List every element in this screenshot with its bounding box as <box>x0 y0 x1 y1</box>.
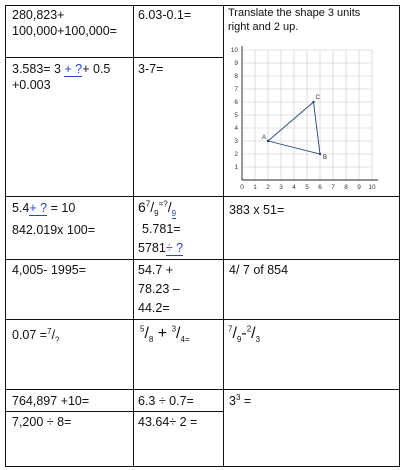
add-frac-n2: 3 <box>171 324 177 334</box>
y-tick-label: 9 <box>234 60 238 67</box>
translate-instruction-line2: right and 2 up. <box>228 21 299 33</box>
vertex-point <box>312 101 314 103</box>
row-divider-6a <box>5 411 224 412</box>
x-tick-label: 0 <box>240 184 244 191</box>
problem-subtract-fractions: $^7/_9-^2/_3$ <box>228 324 261 345</box>
y-tick-label: 8 <box>234 73 238 80</box>
problem-fraction-of-amount: 4/ 7 of 854 <box>229 263 289 277</box>
y-tick-label: 7 <box>234 86 238 93</box>
cube-tail: = <box>240 394 252 408</box>
problem-add-fractions: $^5/_8 + ^3/_{4=}$ <box>140 324 190 345</box>
problem-mixed-ops-line3: 44.2= <box>138 301 170 315</box>
sub-frac-n2: 2 <box>246 324 252 334</box>
add-frac-n1: 5 <box>140 324 145 334</box>
table-border-bottom <box>5 466 400 467</box>
problem-cube <box>229 394 251 409</box>
mixed-eq: = <box>158 199 164 209</box>
coordinate-grid <box>226 38 400 192</box>
problem-missing-addend <box>12 201 75 216</box>
missing-addend-pre: 5.4 <box>12 201 30 215</box>
sub-frac-d2: 3 <box>255 335 261 345</box>
missing-addend-tail: = 10 <box>47 201 76 215</box>
problem-decimal-to-fraction: $0.07 =^7/_?$ <box>12 326 60 345</box>
y-tick-label: 4 <box>234 125 238 132</box>
add-frac-d1: 8 <box>148 335 154 345</box>
problem-mixed-to-improper: $6^7/_9^{=?}/_9$ <box>138 199 177 218</box>
x-tick-label: 8 <box>344 184 348 191</box>
y-tick-label: 6 <box>234 99 238 106</box>
dec-frac-num: 7 <box>47 326 52 336</box>
problem-decimal-subtract: 6.03-0.1= <box>138 8 192 22</box>
mixed-num: 7 <box>145 199 151 209</box>
vertex-point <box>267 140 269 142</box>
problem-add-large-line2: 100,000+100,000= <box>12 24 117 38</box>
problem-place-value <box>12 62 110 77</box>
y-tick-label: 2 <box>234 151 238 158</box>
row-divider-3 <box>5 259 400 260</box>
y-tick-label: 10 <box>230 47 238 54</box>
cube-exp: 3 <box>235 392 241 402</box>
vertex-label: B <box>323 155 328 161</box>
divide-decimal-blank: ÷ ? <box>165 241 184 255</box>
problem-mixed-ops-line1: 54.7 + <box>138 263 174 277</box>
x-tick-label: 4 <box>292 184 296 191</box>
problem-multiply-100: 842.019x 100= <box>12 223 96 237</box>
translate-instruction-line1: Translate the shape 3 units <box>228 7 361 19</box>
vertex-point <box>319 153 321 155</box>
problem-subtract-whole: 4,005- 1995= <box>12 263 87 277</box>
problem-place-value-line2: +0.003 <box>12 78 51 92</box>
x-tick-label: 1 <box>253 184 257 191</box>
sub-frac-d1: 9 <box>236 335 242 345</box>
sub-frac-minus: - <box>241 325 247 342</box>
col-divider-2 <box>223 5 224 467</box>
problem-long-multiply: 383 x 51= <box>229 203 285 217</box>
row-divider-4 <box>5 319 400 320</box>
row-divider-2 <box>5 196 400 197</box>
place-value-missing: + ? <box>64 62 83 76</box>
divide-decimal-pre: 5781 <box>138 241 166 255</box>
mixed-whole: 6 <box>138 199 146 215</box>
mixed-den: 9 <box>154 208 159 218</box>
problem-divide-decimals: 6.3 ÷ 0.7= <box>138 394 194 408</box>
problem-divide-decimal-line1: 5.781= <box>142 222 181 236</box>
row-divider-5 <box>5 389 400 390</box>
missing-addend-blank: + ? <box>29 201 48 215</box>
add-frac-plus: + <box>153 325 172 342</box>
problem-add-large-line1: 280,823+ <box>12 8 65 22</box>
dec-frac-pre: 0.07 = <box>12 328 48 342</box>
x-tick-label: 6 <box>318 184 322 191</box>
y-tick-label: 3 <box>234 138 238 145</box>
y-tick-label: 1 <box>234 164 238 171</box>
x-tick-label: 3 <box>279 184 283 191</box>
y-tick-label: 5 <box>234 112 238 119</box>
cube-base: 3 <box>229 394 236 408</box>
problem-halve-decimal: 43.64÷ 2 = <box>138 415 198 429</box>
problem-negative-subtract: 3-7= <box>138 62 164 76</box>
x-tick-label: 5 <box>305 184 309 191</box>
x-tick-label: 2 <box>266 184 270 191</box>
problem-divide-decimal-line2 <box>138 241 183 256</box>
x-tick-label: 7 <box>331 184 335 191</box>
dec-frac-den: ? <box>55 335 60 345</box>
problem-divide-whole: 7,200 ÷ 8= <box>12 415 72 429</box>
problem-add-ten: 764,897 +10= <box>12 394 90 408</box>
col-divider-1 <box>133 5 134 467</box>
add-frac-d2: 4= <box>180 335 190 345</box>
vertex-label: A <box>262 135 267 141</box>
sub-frac-n1: 7 <box>228 324 233 334</box>
col-border-left <box>5 5 6 467</box>
x-tick-label: 9 <box>357 184 361 191</box>
mixed-den2: 9 <box>171 208 177 218</box>
vertex-label: C <box>315 95 320 101</box>
place-value-tail: + 0.5 <box>82 62 111 76</box>
row-divider-1 <box>5 57 224 58</box>
place-value-start: 3.583= 3 <box>12 62 65 76</box>
problem-mixed-ops-line2: 78.23 – <box>138 282 180 296</box>
x-tick-label: 10 <box>368 184 376 191</box>
mixed-q: ? <box>163 199 168 209</box>
